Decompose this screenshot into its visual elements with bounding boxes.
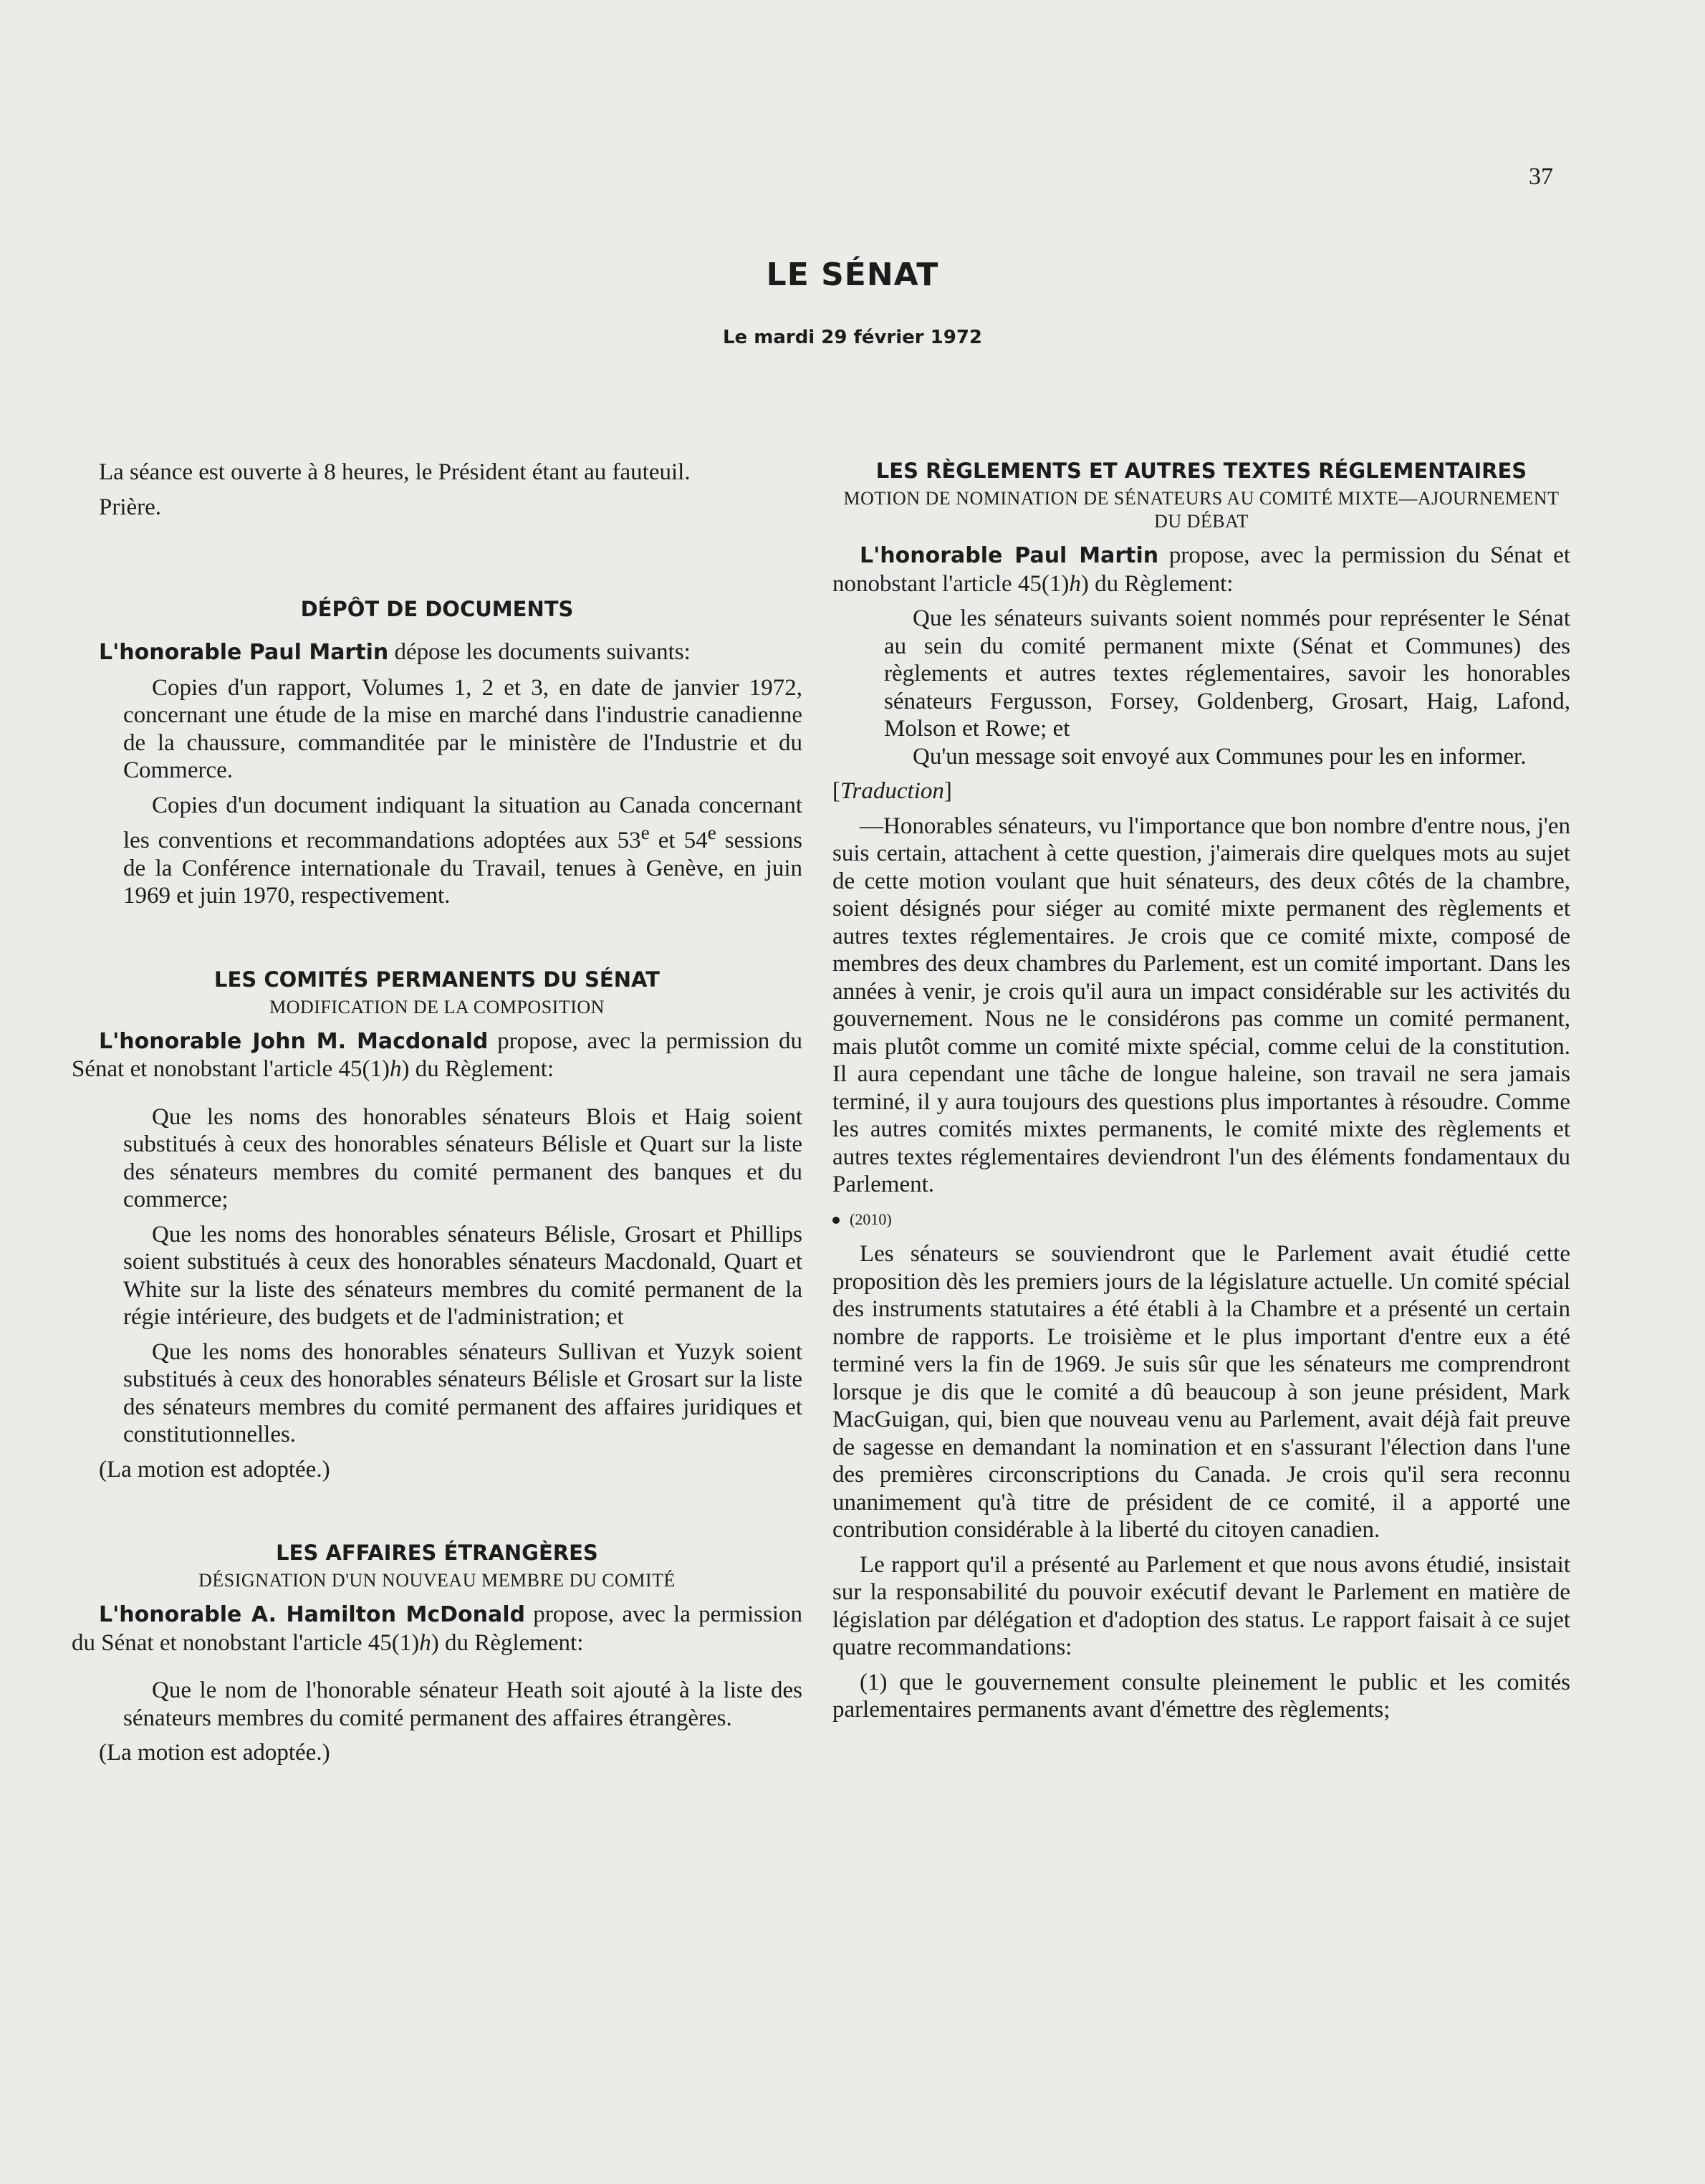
depot-item-2: Copies d'un document indiquant la situation au Canada concernant les conventions et recommandations adoptées aux 53e et 54e sessions de la Conférence internationale du Travail, tenues à Genève, en juin 1969 et juin 1970, respectivement. (123, 792, 802, 909)
motion-clause-1: Que les noms des honorables sénateurs Blois et Haig soient substitués à ceux des honorables sénateurs Bélisle et Quart sur la liste des sénateurs membres du comité permanent des banques et du commerce; (123, 1103, 802, 1212)
opening-paragraph: La séance est ouverte à 8 heures, le Président étant au fauteuil. (99, 459, 691, 485)
affaires-intro: L'honorable A. Hamilton McDonald propose, avec la permission du Sénat et nonobstant l'article 45(1)h) du Règlement: (72, 1601, 802, 1656)
speaker-name: L'honorable A. Hamilton McDonald (99, 1602, 526, 1627)
bullet-icon (832, 1217, 840, 1224)
speech-paragraph-4: (1) que le gouvernement consulte pleinement le public et les comités parlementaires permanents avant d'émettre des règlements; (832, 1669, 1570, 1723)
motion-clause-1: Que les sénateurs suivants soient nommés pour représenter le Sénat au sein du comité permanent mixte (Sénat et Communes) des règlements et autres textes réglementaires, savoir les honorables sénateurs Fergusson, Forsey, Goldenberg, Grosart, Haig, Lafond, Molson et Rowe; et (884, 605, 1570, 742)
speaker-name: L'honorable Paul Martin (99, 640, 389, 665)
time-marker: (2010) (832, 1206, 1570, 1234)
section-subheading-comites: MODIFICATION DE LA COMPOSITION (269, 996, 605, 1017)
section-heading-reglements: LES RÈGLEMENTS ET AUTRES TEXTES RÉGLEMENTAIRES (875, 459, 1527, 483)
sitting-date: Le mardi 29 février 1972 (722, 327, 983, 348)
left-column (72, 459, 802, 1774)
section-heading-comites: LES COMITÉS PERMANENTS DU SÉNAT (214, 967, 660, 992)
motion-clause-heath: Que le nom de l'honorable sénateur Heath soit ajouté à la liste des sénateurs membres du comité permanent des affaires étrangères. (123, 1677, 802, 1731)
motion-clause-2: Que les noms des honorables sénateurs Bélisle, Grosart et Phillips soient substitués à ceux des honorables sénateurs Macdonald, Quart et White sur la liste des sénateurs membres du comité permanent de la régie intérieure, des budgets et de l'administration; et (123, 1221, 802, 1330)
section-heading-depot: DÉPÔT DE DOCUMENTS (300, 597, 574, 621)
section-subheading-reglements: MOTION DE NOMINATION DE SÉNATEURS AU COMITÉ MIXTE—AJOURNEMENT DU DÉBAT (843, 488, 1560, 532)
translation-note: [Traduction] (832, 778, 952, 804)
speech-paragraph-3: Le rapport qu'il a présenté au Parlement et que nous avons étudié, insistait sur la responsabilité du pouvoir exécutif devant le Parlement en matière de législation par délégation et d'adoption des status. Le rapport faisait à ce sujet quatre recommandations: (832, 1551, 1570, 1660)
section-heading-affaires: LES AFFAIRES ÉTRANGÈRES (276, 1541, 598, 1565)
motion-clause-3: Que les noms des honorables sénateurs Sullivan et Yuzyk soient substitués à ceux des honorables sénateurs Bélisle et Grosart sur la liste des sénateurs membres du comité permanent des affaires juridiques et constitutionnelles. (123, 1338, 802, 1447)
prayer-line: Prière. (99, 494, 162, 520)
reglements-intro: L'honorable Paul Martin propose, avec la permission du Sénat et nonobstant l'article 45(1)h) du Règlement: (832, 542, 1570, 597)
speech-paragraph-1: —Honorables sénateurs, vu l'importance que bon nombre d'entre nous, j'en suis certain, attachent à cette question, j'aimerais dire quelques mots au sujet de cette motion voulant que huit sénateurs, des deux côtés de la chambre, soient désignés pour siéger au comité mixte permanent des règlements et autres textes réglementaires. Je crois que ce comité mixte, composé de membres des deux chambres du Parlement, est un comité important. Dans les années à venir, je crois qu'il aura un impact considérable sur les activités du gouvernement. Nous ne le considérons pas comme un comité permanent, mais plutôt comme un comité mixte spécial, comme celui de la constitution. Il aura cependant une tâche de longue haleine, son travail ne sera jamais terminé, il y aura toujours des questions plus importantes à résoudre. Comme les autres comités mixtes permanents, le comité mixte des règlements et autres textes réglementaires deviendront l'un des éléments fondamentaux du Parlement. (832, 813, 1570, 1197)
motion-adopted: (La motion est adoptée.) (99, 1456, 330, 1483)
page-number: 37 (1529, 163, 1553, 190)
speaker-name: L'honorable Paul Martin (860, 543, 1159, 568)
motion-adopted: (La motion est adoptée.) (99, 1740, 330, 1766)
section-subheading-affaires: DÉSIGNATION D'UN NOUVEAU MEMBRE DU COMITÉ (198, 1570, 676, 1591)
motion-clause-2: Qu'un message soit envoyé aux Communes pour les en informer. (913, 743, 1527, 770)
speech-paragraph-2: Les sénateurs se souviendront que le Parlement avait étudié cette proposition dès les premiers jours de la législature actuelle. Un comité spécial des instruments statutaires a été établi à la Chambre et a présenté un certain nombre de rapports. Le troisième et le plus important d'entre eux a été terminé vers la fin de 1969. Je suis sûr que les sénateurs me comprendront lorsque je dis que le comité a dû beaucoup à son jeune président, Mark MacGuigan, qui, bien que nouveau venu au Parlement, avait déjà fait preuve de sagesse en demandant la nomination et en s'assurant l'élection dans l'une des premières circonscriptions du Canada. Je crois qu'il sera reconnu unanimement qu'à titre de président de ce comité, il a apporté une contribution considérable à la liberté du citoyen canadien. (832, 1241, 1570, 1543)
depot-item-1: Copies d'un rapport, Volumes 1, 2 et 3, en date de janvier 1972, concernant une étude de la mise en marché dans l'industrie canadienne de la chaussure, commanditée par le ministère de l'Industrie et du Commerce. (123, 674, 802, 783)
comites-intro: L'honorable John M. Macdonald propose, avec la permission du Sénat et nonobstant l'article 45(1)h) du Règlement: (72, 1028, 803, 1082)
depot-intro: L'honorable Paul Martin dépose les documents suivants: (99, 639, 691, 665)
speaker-name: L'honorable John M. Macdonald (99, 1028, 489, 1054)
page-title: LE SÉNAT (766, 257, 939, 293)
right-column (832, 459, 1570, 1731)
